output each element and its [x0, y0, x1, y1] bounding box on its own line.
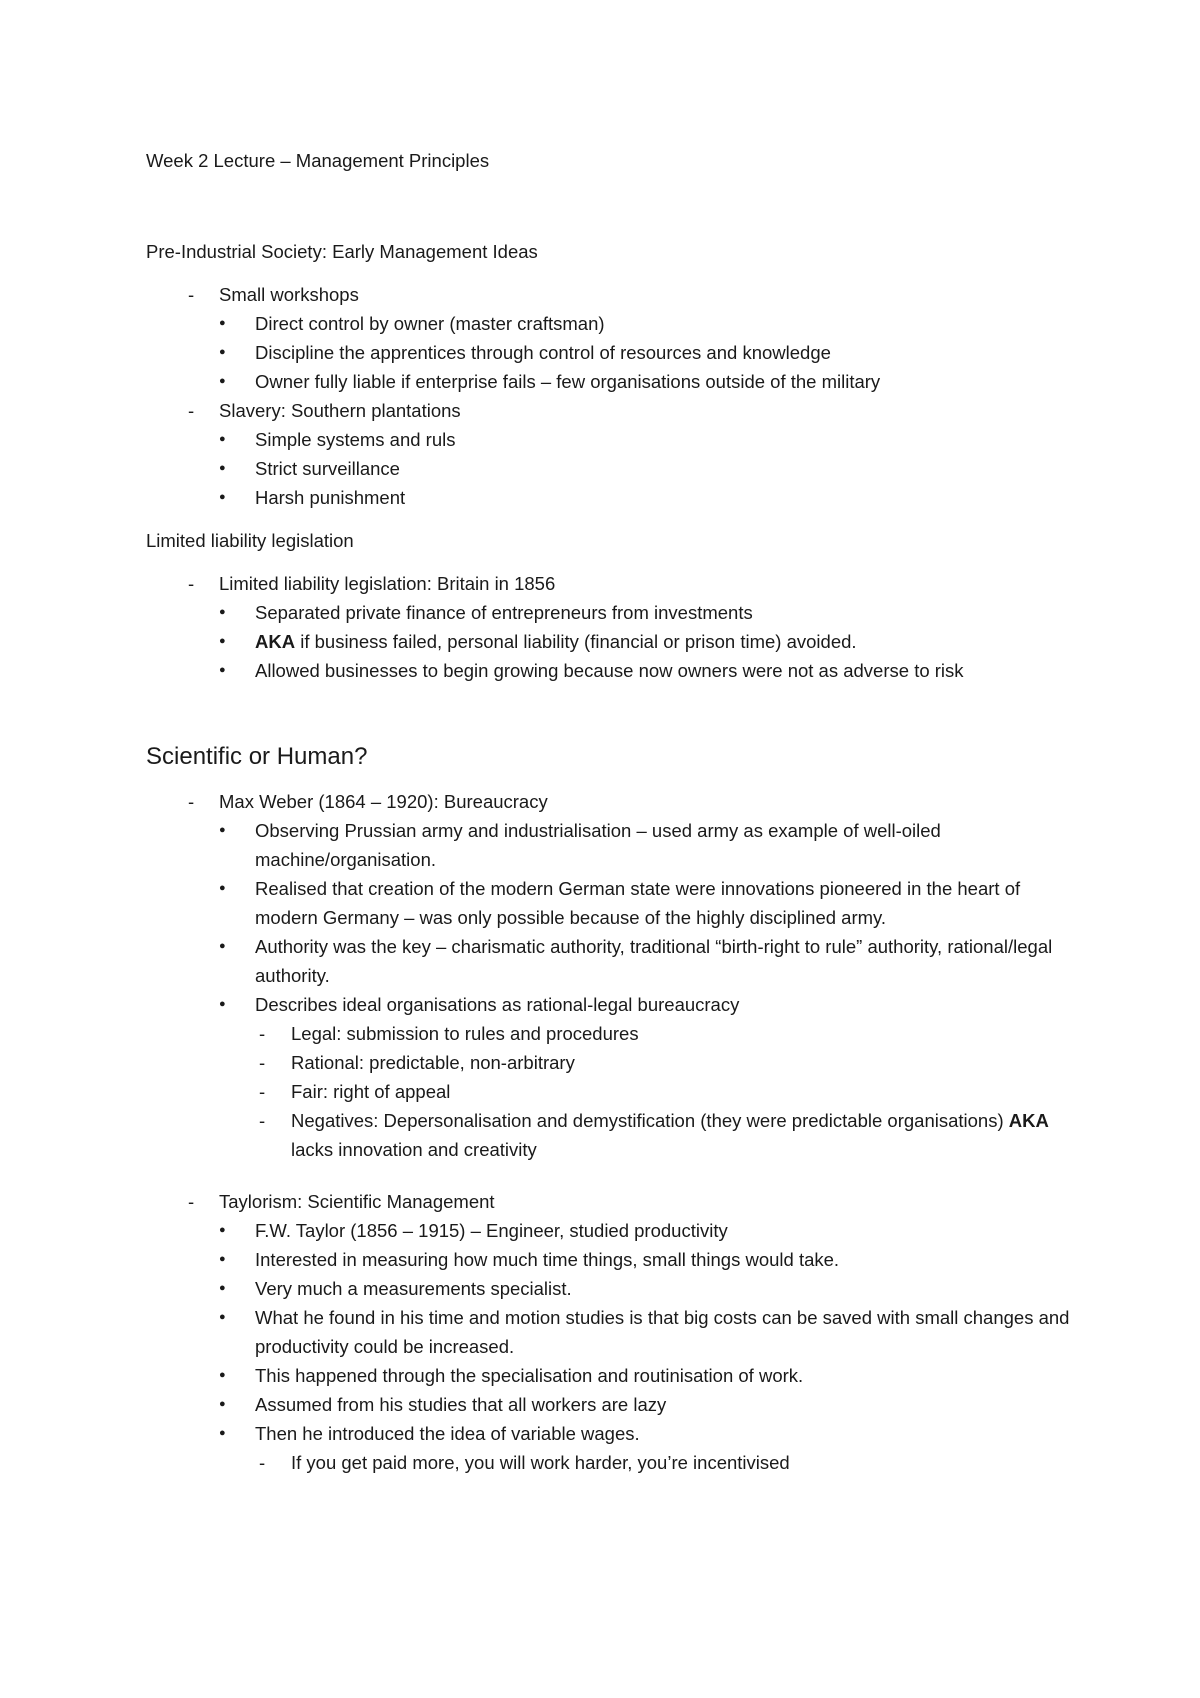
sub-bullet-list: [219, 425, 1080, 512]
bold-text: AKA: [255, 631, 296, 652]
document-title: Week 2 Lecture – Management Principles: [146, 150, 490, 171]
bullet-item: ● Allowed businesses to begin growing because now owners were not as adverse to risk: [219, 656, 1080, 685]
list-item-weber: [146, 787, 1080, 1164]
list-item-text: Max Weber (1864 – 1920): Bureaucracy: [219, 791, 548, 812]
sub-dash-item: - Rational: predictable, non-arbitrary: [255, 1048, 1080, 1077]
bullet-item: ● What he found in his time and motion studies is that big costs can be saved with small changes and productivity could be increased.: [219, 1303, 1080, 1361]
bullet-item: ● Separated private finance of entrepreneurs from investments: [219, 598, 1080, 627]
section-heading-limited-liability: Limited liability legislation: [146, 530, 354, 551]
list-item-text: Taylorism: Scientific Management: [219, 1191, 495, 1212]
sub-dash-list: [255, 1019, 1080, 1164]
sub-dash-item: - Legal: submission to rules and procedures: [255, 1019, 1080, 1048]
preindustrial-list: [146, 280, 1080, 512]
bullet-item: ● Very much a measurements specialist.: [219, 1274, 1080, 1303]
list-item-limited-liability: [146, 569, 1080, 685]
bullet-item: [219, 990, 1080, 1164]
bullet-item: ● Realised that creation of the modern German state were innovations pioneered in the heart of modern Germany – was only possible because of the highly disciplined army.: [219, 874, 1080, 932]
bullet-item: ● Strict surveillance: [219, 454, 1080, 483]
bullet-item: ● Discipline the apprentices through control of resources and knowledge: [219, 338, 1080, 367]
list-item-text: Slavery: Southern plantations: [219, 400, 461, 421]
limited-liability-list: [146, 569, 1080, 685]
sub-bullet-list: [219, 816, 1080, 1164]
bullet-item: ● Authority was the key – charismatic authority, traditional “birth-right to rule” authority, rational/legal authority.: [219, 932, 1080, 990]
bullet-item: ● Assumed from his studies that all workers are lazy: [219, 1390, 1080, 1419]
sub-dash-text: lacks innovation and creativity: [291, 1139, 537, 1160]
list-item-text: Limited liability legislation: Britain in 1856: [219, 573, 556, 594]
bullet-item: ● Direct control by owner (master craftsman): [219, 309, 1080, 338]
bullet-item: ● Harsh punishment: [219, 483, 1080, 512]
list-item-slavery: [146, 396, 1080, 512]
bullet-item: ● Owner fully liable if enterprise fails – few organisations outside of the military: [219, 367, 1080, 396]
section-heading-preindustrial: Pre-Industrial Society: Early Management Ideas: [146, 241, 538, 262]
bold-text: AKA: [1008, 1110, 1049, 1131]
sub-dash-item: - If you get paid more, you will work harder, you’re incentivised: [255, 1448, 1080, 1477]
bullet-item: ● F.W. Taylor (1856 – 1915) – Engineer, studied productivity: [219, 1216, 1080, 1245]
sub-bullet-list: [219, 598, 1080, 685]
sub-dash-item: [255, 1106, 1080, 1164]
sub-bullet-list: [219, 1216, 1080, 1477]
sub-dash-list: [255, 1448, 1080, 1477]
bullet-item: ● This happened through the specialisation and routinisation of work.: [219, 1361, 1080, 1390]
bullet-item: ● Observing Prussian army and industrialisation – used army as example of well-oiled machine/organisation.: [219, 816, 1080, 874]
bullet-text: Describes ideal organisations as rational-legal bureaucracy: [255, 994, 740, 1015]
bullet-text: Then he introduced the idea of variable wages.: [255, 1423, 640, 1444]
bullet-item: [219, 627, 1080, 656]
sub-dash-item: - Fair: right of appeal: [255, 1077, 1080, 1106]
bullet-item: ● Interested in measuring how much time things, small things would take.: [219, 1245, 1080, 1274]
sub-bullet-list: [219, 309, 1080, 396]
list-item-text: Small workshops: [219, 284, 359, 305]
scientific-list: [146, 787, 1080, 1477]
bullet-item: ● Simple systems and ruls: [219, 425, 1080, 454]
section-heading-scientific: Scientific or Human?: [146, 743, 368, 770]
list-item-small-workshops: [146, 280, 1080, 396]
bullet-item: [219, 1419, 1080, 1477]
bullet-text: if business failed, personal liability (financial or prison time) avoided.: [295, 631, 857, 652]
sub-dash-text: Negatives: Depersonalisation and demystification (they were predictable organisations): [291, 1110, 1009, 1131]
list-item-taylorism: [146, 1187, 1080, 1477]
